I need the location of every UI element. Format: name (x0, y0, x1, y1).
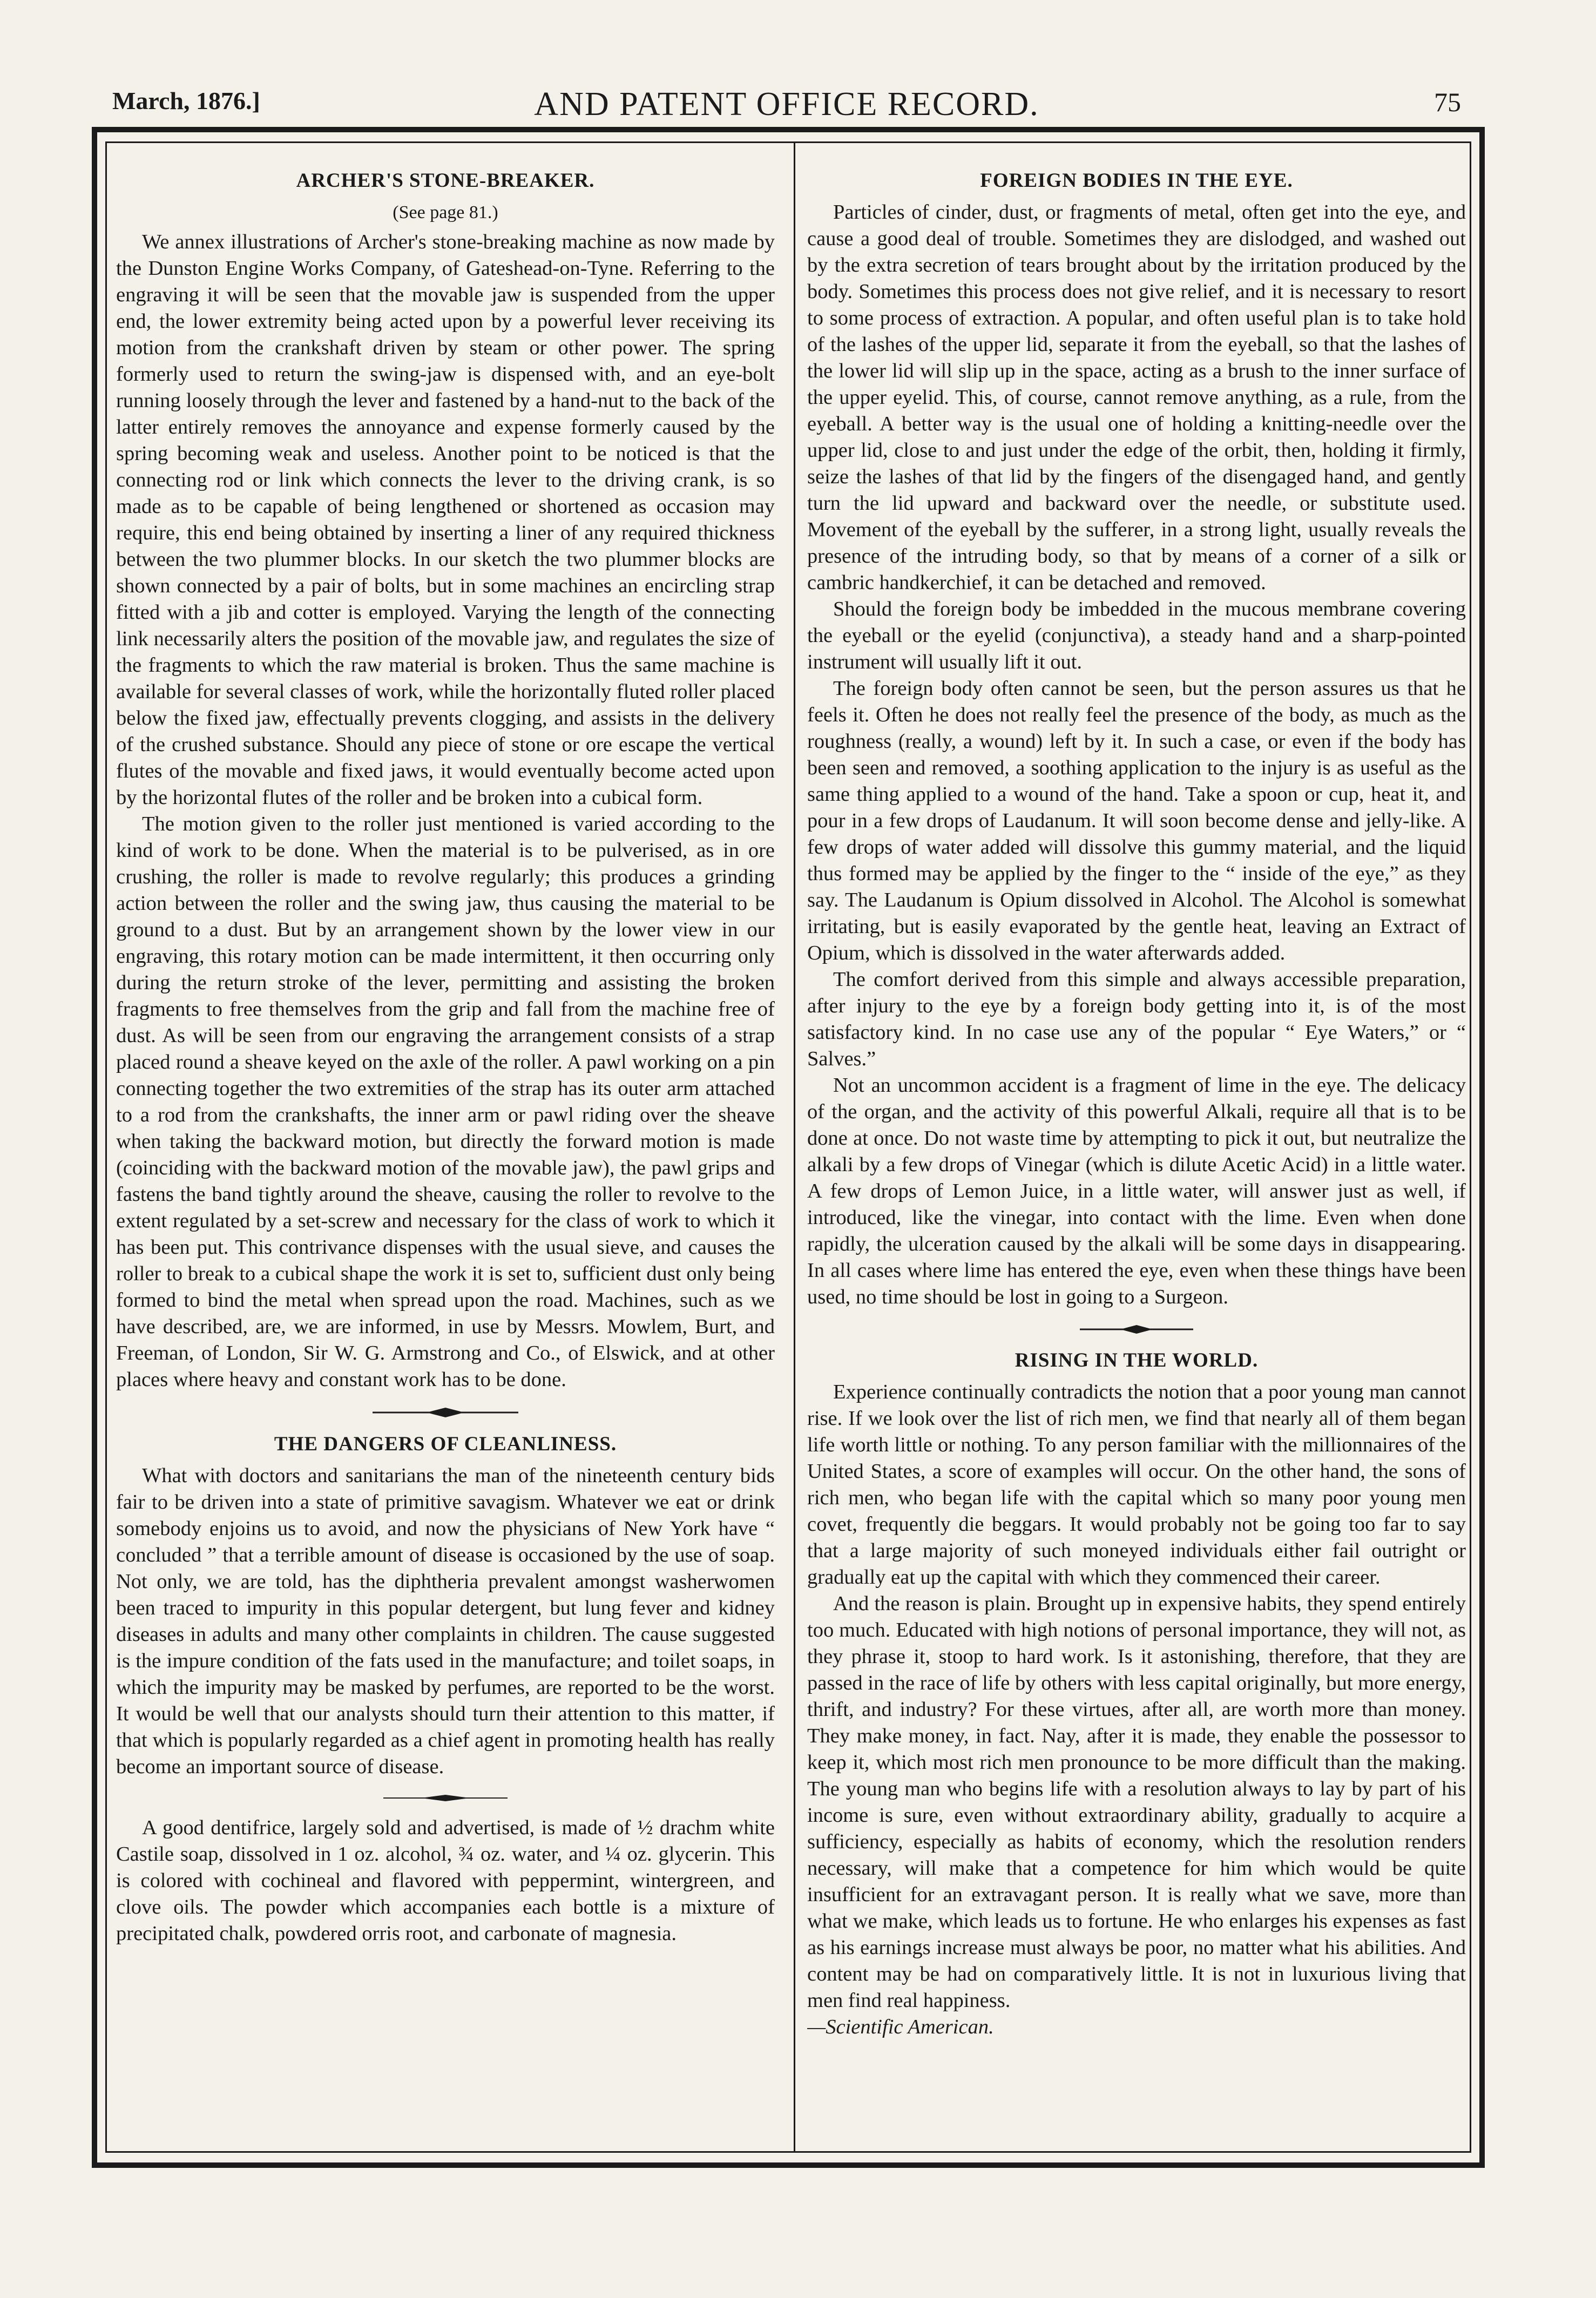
right-column (807, 167, 1466, 2144)
article-dangers-of-cleanliness (116, 1431, 775, 1780)
article-paragraph: Should the foreign body be imbedded in the mucous membrane covering the eyeball or the eyelid (conjunctiva), a steady hand and a sharp-pointed instrument will usually lift it out. (807, 598, 1466, 673)
article-paragraph: The foreign body often cannot be seen, but the person assures us that he feels it. Often he does not really feel the presence of the body, as much as the roughness (really, a wound) left by it. In such a case, or even if the body has been seen and removed, a soothing application to the injury is as useful as the same thing applied to a wound of the hand. Take a spoon or cup, heat it, and pour in a few drops of Laudanum. It will soon become dense and jelly-like. A few drops of water added will dissolve this gummy material, and the liquid thus formed may be applied by the finger to the “ inside of the eye,” as they say. The Laudanum is Opium dissolved in Alcohol. The Alcohol is somewhat irritating, but is easily evaporated by the gentle heat, leaving an Extract of Opium, which is dissolved in the water afterwards added. (807, 677, 1466, 964)
issue-date: March, 1876.] (112, 87, 260, 114)
running-head (112, 81, 1461, 124)
article-paragraph: And the reason is plain. Brought up in expensive habits, they spend entirely too much. Educated with high notions of personal importance, they will not, as they phrase it, stoop to hard work. Is it astonishing, therefore, that they are passed in the race of life by others with less capital originally, but more energy, thrift, and industry? For these virtues, after all, are worth more than money. They make money, in fact. Nay, after it is made, they enable the possessor to keep it, which most rich men pronounce to be more difficult than the making. The young man who begins life with a resolution always to lay by part of his income is sure, even without extraordinary ability, gradually to acquire a sufficiency, especially as habits of economy, which the resolution renders necessary, will make that a competence for him which would be quite insufficient for an extravagant person. It is really what we save, more than what we make, which leads us to fortune. He who enlarges his expenses as fast as his earnings increase must always be poor, no matter what his abilities. And content may be had on comparatively little. It is not in luxurious living that men find real happiness. (807, 1592, 1466, 2012)
article-paragraph: Particles of cinder, dust, or fragments of metal, often get into the eye, and cause a good deal of trouble. Sometimes they are dislodged, and washed out by the extra secretion of tears brought about by the irritation produced by the body. Sometimes this process does not give relief, and it is necessary to resort to some process of extraction. A popular, and often useful plan is to take hold of the lashes of the upper lid, separate it from the eyeball, so that the lashes of the lower lid will slip up in the space, acting as a brush to the inner surface of the upper eyelid. This, of course, cannot remove anything, as a rule, from the eyeball. A better way is the usual one of holding a knitting-needle over the upper lid, close to and just under the edge of the orbit, then, holding it firmly, seize the lashes of that lid by the fingers of the disengaged hand, and gently turn the lid upward and backward over the needle, or substitute used. Movement of the eyeball by the sufferer, in a strong light, usually reveals the presence of the intruding body, so that by means of a corner of a silk or cambric handkerchief, it can be detached and removed. (807, 201, 1466, 594)
article-paragraph: What with doctors and sanitarians the man of the nineteenth century bids fair to be driven into a state of primitive savagism. Whatever we eat or drink somebody enjoins us to avoid, and now the physicians of New York have “ concluded ” that a terrible amount of disease is occasioned by the use of soap. Not only, we are told, has the diphtheria prevalent amongst washerwomen been traced to impurity in this popular detergent, but lung fever and kidney diseases in adults and many other complaints in children. The cause suggested is the impure condition of the fats used in the manufacture; and toilet soaps, in which the impurity may be masked by perfumes, are reported to be the worst. It would be well that our analysts should turn their attention to this matter, if that which is popularly regarded as a chief agent in promoting health has really become an important source of disease. (116, 1464, 775, 1778)
page-number: 75 (1434, 87, 1461, 117)
article-paragraph: Not an uncommon accident is a fragment of lime in the eye. The delicacy of the organ, and the activity of this powerful Alkali, require all that is to be done at once. Do not waste time by attempting to pick it out, but neutralize the alkali by a few drops of Vinegar (which is dilute Acetic Acid) in a little water. A few drops of Lemon Juice, in a little water, will answer just as well, if introduced, like the vinegar, into contact with the lime. Even when done rapidly, the ulceration caused by the alkali will be some days in disappearing. In all cases where lime has entered the eye, even when these things have been used, no time should be lost in going to a Surgeon. (807, 1074, 1466, 1308)
section-separator (807, 1324, 1466, 1334)
article-heading: RISING IN THE WORLD. (1015, 1349, 1259, 1371)
source-credit: —Scientific American. (807, 2016, 994, 2038)
section-separator (116, 1794, 775, 1802)
article-dentifrice (116, 1815, 775, 1947)
article-rising-in-the-world (807, 1347, 1466, 2040)
article-paragraph: We annex illustrations of Archer's stone-breaking machine as now made by the Dunston Engine Works Company, of Gateshead-on-Tyne. Referring to the engraving it will be seen that the movable jaw is suspended from the upper end, the lower extremity being acted upon by a powerful lever receiving its motion from the crankshaft driven by steam or other power. The spring formerly used to return the swing-jaw is dispensed with, and an eye-bolt running loosely through the lever and fastened by a hand-nut to the back of the latter entirely removes the annoyance and expense formerly caused by the spring becoming weak and useless. Another point to be noticed is that the connecting rod or link which connects the lever to the driving crank, is so made as to be capable of being lengthened or shortened as occasion may require, this end being obtained by inserting a liner of any required thickness between the two plummer blocks. In our sketch the two plummer blocks are shown connected by a pair of bolts, but in some machines an encircling strap fitted with a jib and cotter is employed. Varying the length of the connecting link necessarily alters the position of the movable jaw, and regulates the size of the fragments to which the raw material is broken. Thus the same machine is available for several classes of work, while the horizontally fluted roller placed below the fixed jaw, effectually prevents clogging, and assists in the delivery of the crushed substance. Should any piece of stone or ore escape the vertical flutes of the movable and fixed jaws, it would eventually become acted upon by the horizontal flutes of the roller and be broken into a cubical form. (116, 231, 775, 809)
article-paragraph: The motion given to the roller just mentioned is varied according to the kind of work to be done. When the material is to be pulverised, as in ore crushing, the roller is made to revolve regularly; this produces a grinding action between the roller and the swing jaw, thus causing the material to be ground to a dust. But by an arrangement shown by the lower view in our engraving, this rotary motion can be made intermittent, it then occurring only during the return stroke of the lever, permitting and assisting the broken fragments to free themselves from the grip and fall from the machine free of dust. As will be seen from our engraving the arrangement consists of a strap placed round a sheave keyed on the axle of the roller. A pawl working on a pin connecting together the two extremities of the strap has its outer arm attached to a rod from the crankshafts, the inner arm or pawl riding over the sheave when taking the backward motion, but directly the forward motion is made (coinciding with the backward motion of the movable jaw), the pawl grips and fastens the band tightly around the sheave, causing the roller to revolve to the extent regulated by a set-screw and necessary for the class of work to which it has been put. This contrivance dispenses with the usual sieve, and causes the roller to break to a cubical shape the work it is set to, sufficient dust only being formed to bind the metal when spread upon the road. Machines, such as we have described, are, we are informed, in use by Messrs. Mowlem, Burt, and Freeman, of London, Sir W. G. Armstrong and Co., of Elswick, and at other places where heavy and constant work has to be done. (116, 813, 775, 1391)
running-title: AND PATENT OFFICE RECORD. (534, 86, 1039, 123)
section-separator (116, 1407, 775, 1418)
see-page-note: (See page 81.) (393, 202, 498, 222)
column-rule (794, 143, 795, 2152)
left-column (116, 167, 775, 2144)
article-paragraph: The comfort derived from this simple and always accessible preparation, after injury to the eye by a foreign body getting into it, is of the most satisfactory kind. In no case use any of the popular “ Eye Waters,” or “ Salves.” (807, 968, 1466, 1070)
article-archers-stone-breaker (116, 167, 775, 1393)
article-heading: THE DANGERS OF CLEANLINESS. (274, 1433, 617, 1455)
article-foreign-bodies-in-eye (807, 167, 1466, 1310)
article-credit (807, 2014, 1466, 2040)
article-paragraph: Experience continually contradicts the notion that a poor young man cannot rise. If we look over the list of rich men, we find that nearly all of them began life worth little or nothing. To any person familiar with the millionnaires of the United States, a score of examples will occur. On the other hand, the sons of rich men, who began life with the capital which so many poor young men covet, frequently die beggars. It would probably not be going too far to say that a large majority of such moneyed individuals either fail outright or gradually eat up the capital with which they commenced their career. (807, 1381, 1466, 1589)
article-paragraph: A good dentifrice, largely sold and advertised, is made of ½ drachm white Castile soap, dissolved in 1 oz. alcohol, ¾ oz. water, and ¼ oz. glycerin. This is colored with cochineal and flavored with peppermint, wintergreen, and clove oils. The powder which accompanies each bottle is a mixture of precipitated chalk, powdered orris root, and carbonate of magnesia. (116, 1816, 775, 1945)
article-heading: ARCHER'S STONE-BREAKER. (296, 170, 595, 192)
article-heading: FOREIGN BODIES IN THE EYE. (980, 170, 1293, 192)
